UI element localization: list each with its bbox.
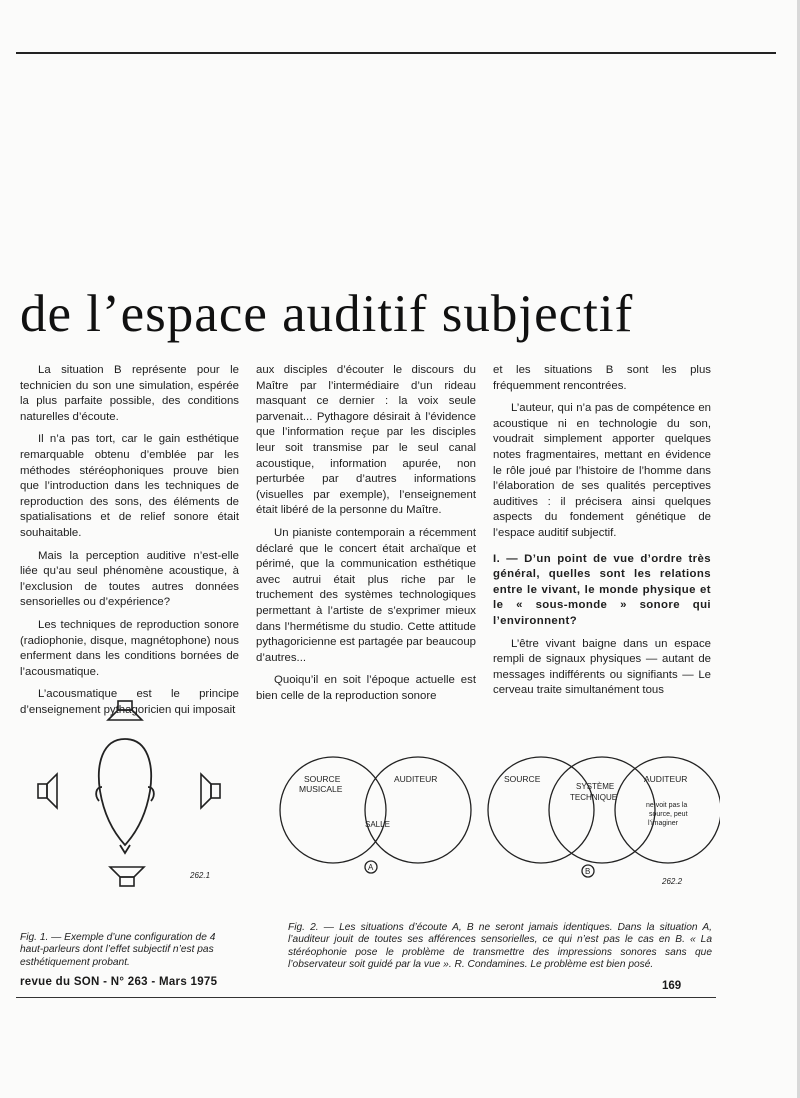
- page-number: 169: [662, 980, 682, 992]
- paragraph: Il n’a pas tort, car le gain esthétique remarquable obtenu d’emblée par les méthodes stéréophoniques prouve bien que l’introduction dans les techniques de reproduction des sons, des éléments de spatialisations et de relief sonore était souhaitable.: [20, 433, 239, 539]
- paragraph: L’auteur, qui n’a pas de compétence en acoustique ni en technologie du son, voudrait simplement apporter quelques notes fragmentaires, mettant en évidence le rôle joué par l’histoire de l’homme dans l’élaboration de ses qualités perceptives auditives : il précisera ainsi quelques aspects du fondement génétique de l’espace auditif subjectif.: [493, 402, 711, 539]
- label-note-b-2: source, peut: [649, 811, 688, 818]
- marker-a-label: A: [368, 863, 374, 872]
- marker-b-label: B: [585, 867, 591, 876]
- label-note-b-3: l’imaginer: [648, 820, 678, 827]
- label-system-b: SYSTÈME: [576, 782, 615, 791]
- paragraph: Quoiqu’il en soit l’époque actuelle est bien celle de la reproduction sonore: [256, 674, 476, 702]
- speaker-bottom-icon: [110, 867, 144, 886]
- label-listener-a: AUDITEUR: [394, 774, 438, 784]
- figure-2-caption: Fig. 2. — Les situations d’écoute A, B ne seront jamais identiques. Dans la situation A, l’auditeur jouit de toutes ses afférences sensorielles, ce qui n’est pas le cas en B. « La stéréophonie pose le problème de transmettre des impressions sonores sans que l’observateur soit guidé par la vue ». R. Condamines. Le problème est bien posé.: [288, 922, 712, 971]
- text-column-1: [20, 363, 239, 725]
- footer-publication: revue du SON - N° 263 - Mars 1975: [20, 976, 218, 988]
- label-note-b-1: ne voit pas la: [646, 802, 688, 809]
- label-salle-a: SALLE: [365, 820, 390, 829]
- system-circle-b: [549, 757, 655, 863]
- figure-1-drawing: [24, 695, 264, 895]
- label-listener-b: AUDITEUR: [644, 774, 688, 784]
- paragraph: L’être vivant baigne dans un espace rempli de signaux physiques — autant de messages indifférents ou signifiants — Le cerveau traite simultanément tous: [493, 637, 711, 697]
- speaker-left-icon: [38, 774, 57, 808]
- figure-2-code: 262.2: [662, 877, 683, 886]
- label-source-b: SOURCE: [504, 774, 541, 784]
- paragraph: La situation B représente pour le technicien du son une simulation, espérée la plus parfaite possible, des conditions naturelles d’écoute.: [20, 364, 239, 423]
- paragraph: Les techniques de reproduction sonore (radiophonie, disque, magnétophone) nous enferment dans les conditions bornées de l’acousmatique.: [20, 618, 239, 678]
- label-musicale-a: MUSICALE: [299, 784, 343, 794]
- figure-2: [270, 745, 720, 895]
- figure-1: [24, 695, 264, 895]
- figure-2-drawing: [270, 745, 720, 895]
- paragraph: et les situations B sont les plus fréquemment rencontrées.: [493, 364, 711, 392]
- speaker-top-icon: [108, 701, 142, 720]
- paragraph: L’acousmatique est le principe d’enseignement pythagoricien qui imposait: [20, 688, 239, 716]
- figure-1-caption: Fig. 1. — Exemple d’une configuration de 4 haut-parleurs dont l’effet subjectif n’est pas esthétiquement probant.: [20, 932, 216, 968]
- section-heading: I. — D’un point de vue d’ordre très général, quelles sont les relations entre le vivant, le monde physique et le « sous-monde » sonore qui l’environnent?: [493, 552, 711, 627]
- paragraph: Un pianiste contemporain a récemment déclaré que le concert était archaïque et périmé, que la communication esthétique avec autrui était plus riche par le truchement des systèmes technologiques permettant à l’artiste de s’exprimer mieux dans l’hermétisme du studio. Cette attitude pythagoricienne est partagée par beaucoup d’autres...: [256, 526, 476, 664]
- speaker-right-icon: [201, 774, 220, 808]
- paragraph: aux disciples d’écouter le discours du Maître par l’intermédiaire d’un rideau masquant ce dernier : la voix seule parvenait... Pythagore désirait à l’évidence que l’information reçue par les disciples leur soit transmise par le seul canal acoustique, information apurée, non perturbée par d’autres informations (visuelles par exemple), l’enseignement était libéré de la personne du Maître.: [256, 364, 476, 517]
- text-column-2: [256, 363, 476, 711]
- figure-1-code: 262.1: [190, 871, 211, 880]
- article-title: de l’espace auditif subjectif: [20, 285, 634, 343]
- text-column-3: [493, 363, 711, 706]
- top-rule: [16, 52, 776, 54]
- head-icon: [96, 739, 154, 853]
- source-circle-b: [488, 757, 594, 863]
- listener-circle-b: [615, 757, 720, 863]
- bottom-rule: [16, 997, 716, 998]
- source-circle-a: [280, 757, 386, 863]
- paragraph: Mais la perception auditive n’est-elle liée qu’au seul phénomène acoustique, à l’exclusion de toutes autres données sensorielles ou d’expérience?: [20, 549, 239, 609]
- listener-circle-a: [365, 757, 471, 863]
- label-source-a: SOURCE: [304, 774, 341, 784]
- label-technique-b: TECHNIQUE: [570, 793, 618, 802]
